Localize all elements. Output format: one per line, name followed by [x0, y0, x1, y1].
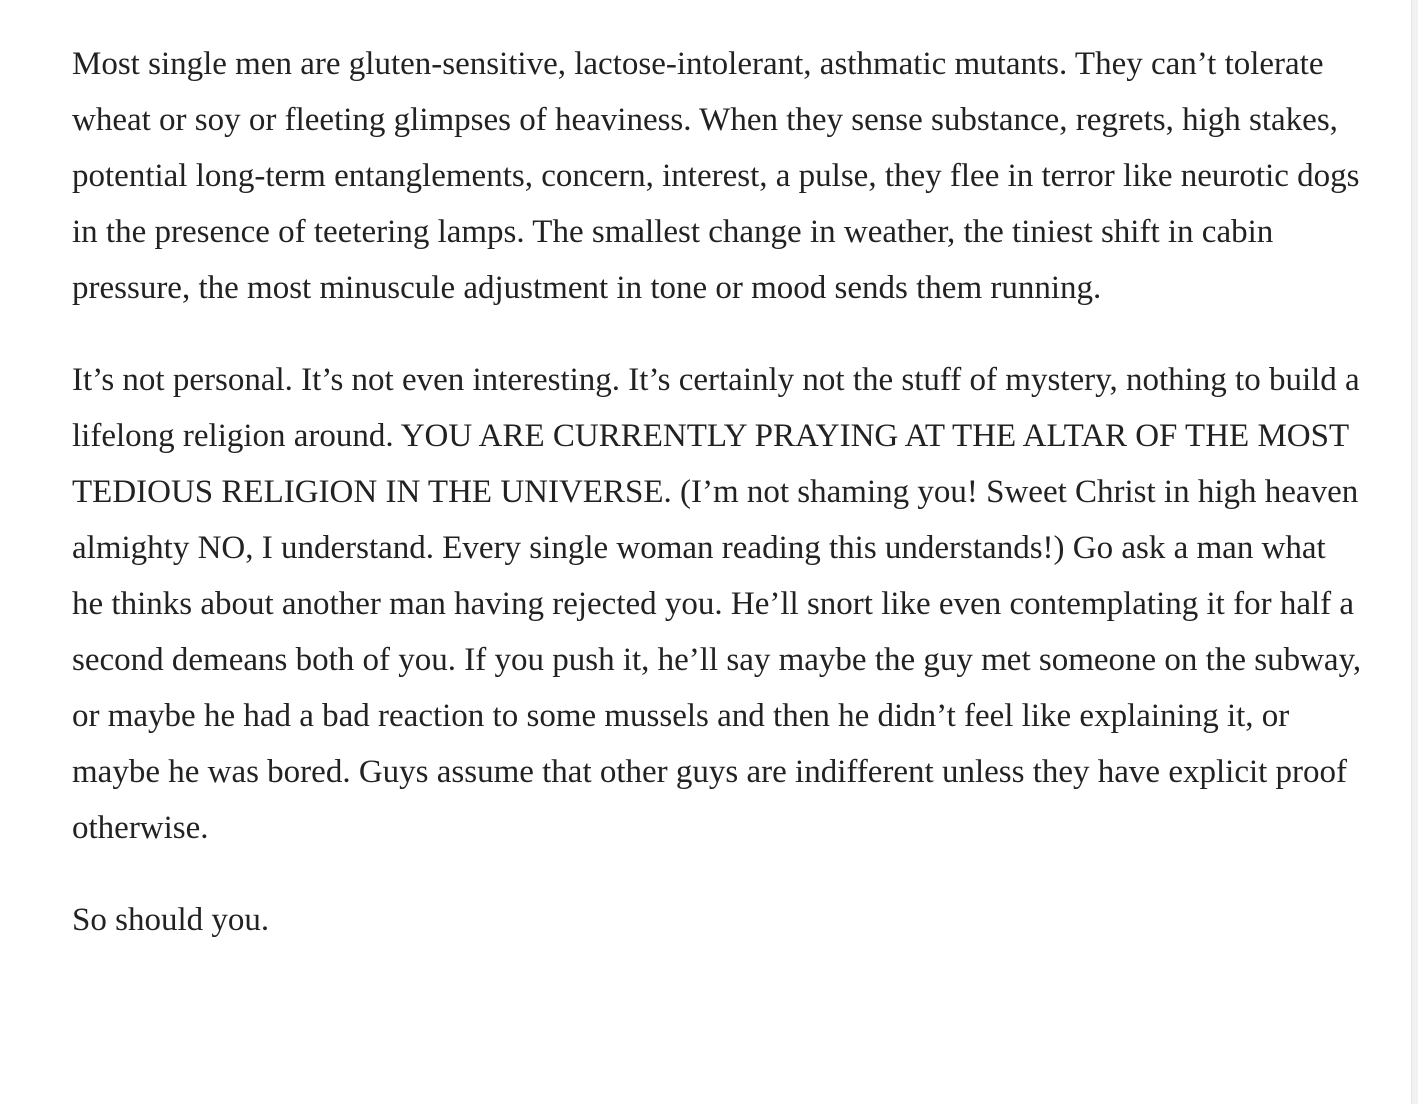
- paragraph-2: It’s not personal. It’s not even interesting. It’s certainly not the stuff of mystery, nothing to build a lifelong religion around. YOU ARE CURRENTLY PRAYING AT THE ALTAR OF THE MOST TEDIOUS RELIGION IN THE UNIVERSE. (I’m not shaming you! Sweet Christ in high heaven almighty NO, I understand. Every single woman reading this understands!) Go ask a man what he thinks about another man having rejected you. He’ll snort like even contemplating it for half a second demeans both of you. If you push it, he’ll say maybe the guy met someone on the subway, or maybe he had a bad reaction to some mussels and then he didn’t feel like explaining it, or maybe he was bored. Guys assume that other guys are indifferent unless they have explicit proof otherwise.: [72, 362, 1362, 846]
- paragraph-3: So should you.: [72, 902, 270, 938]
- scrollbar-track[interactable]: [1411, 0, 1418, 1104]
- article-body: [72, 36, 1362, 984]
- paragraph-1: Most single men are gluten-sensitive, lactose-intolerant, asthmatic mutants. They can’t tolerate wheat or soy or fleeting glimpses of heaviness. When they sense substance, regrets, high stakes, potential long-term entanglements, concern, interest, a pulse, they flee in terror like neurotic dogs in the presence of teetering lamps. The smallest change in weather, the tiniest shift in cabin pressure, the most minuscule adjustment in tone or mood sends them running.: [72, 46, 1360, 306]
